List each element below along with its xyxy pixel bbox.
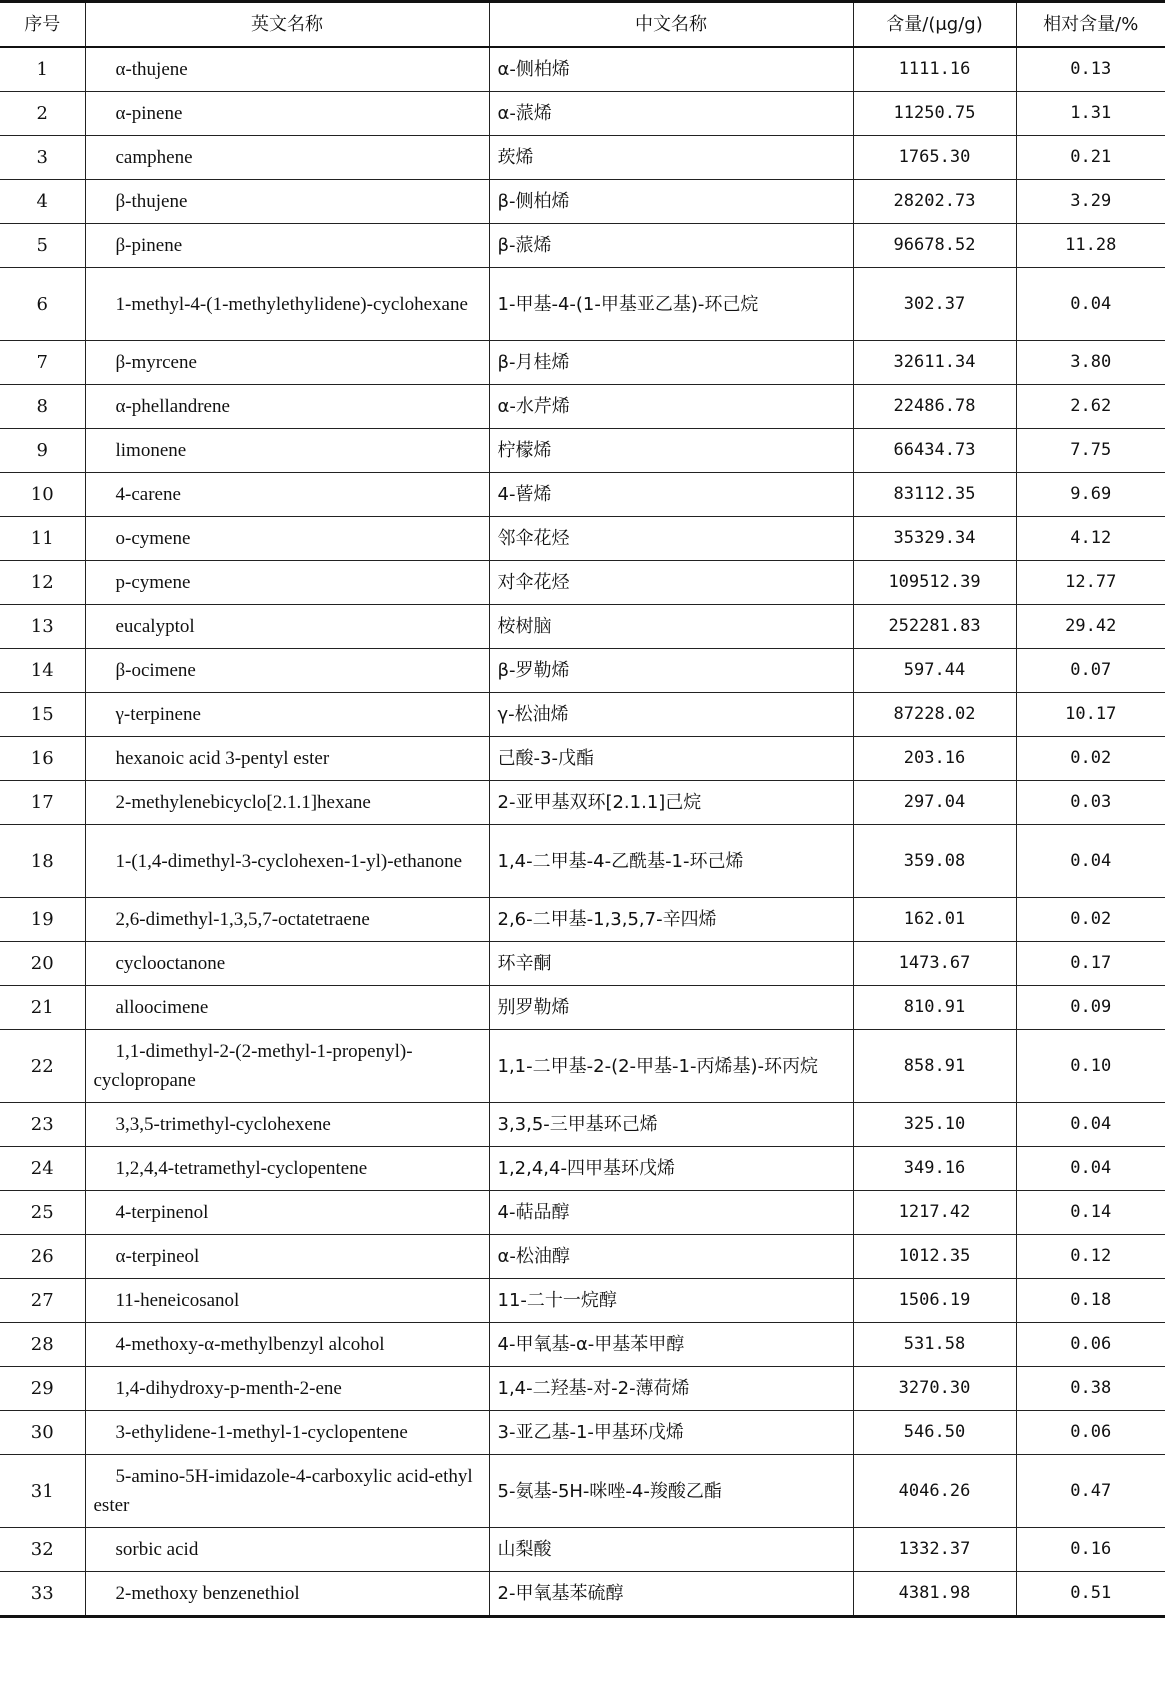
english-name-text: 1,2,4,4-tetramethyl-cyclopentene <box>115 1158 368 1179</box>
relative-content-cell: 7.75 <box>1016 429 1165 473</box>
content-cell: 96678.52 <box>853 224 1016 268</box>
english-name-text: 4-terpinenol <box>115 1202 209 1223</box>
english-name-cell <box>85 385 489 429</box>
english-name-cell <box>85 1323 489 1367</box>
serial-number-cell: 26 <box>0 1235 85 1279</box>
relative-content-cell: 0.21 <box>1016 136 1165 180</box>
serial-number-cell: 11 <box>0 517 85 561</box>
english-name-text: 11-heneicosanol <box>115 1290 240 1311</box>
english-name-text: β-thujene <box>115 191 188 212</box>
chinese-name-cell: 1,4-二羟基-对-2-薄荷烯 <box>489 1367 853 1411</box>
serial-number-cell: 5 <box>0 224 85 268</box>
chinese-name-cell: β-月桂烯 <box>489 341 853 385</box>
relative-content-cell: 0.02 <box>1016 898 1165 942</box>
relative-content-cell: 0.04 <box>1016 1147 1165 1191</box>
english-name-text: β-ocimene <box>115 660 196 681</box>
table-row <box>0 1147 1165 1191</box>
english-name-cell <box>85 1235 489 1279</box>
table-row <box>0 605 1165 649</box>
relative-content-cell: 10.17 <box>1016 693 1165 737</box>
content-cell: 32611.34 <box>853 341 1016 385</box>
chinese-name-cell: α-松油醇 <box>489 1235 853 1279</box>
english-name-text: β-pinene <box>115 235 183 256</box>
content-cell: 597.44 <box>853 649 1016 693</box>
english-name-text: 4-carene <box>115 484 181 505</box>
english-name-text: alloocimene <box>115 997 209 1018</box>
relative-content-cell: 0.14 <box>1016 1191 1165 1235</box>
serial-number-cell: 24 <box>0 1147 85 1191</box>
table-row <box>0 825 1165 898</box>
english-name-cell <box>85 1279 489 1323</box>
chinese-name-cell: 山梨酸 <box>489 1528 853 1572</box>
english-name-cell <box>85 429 489 473</box>
serial-number-cell: 2 <box>0 92 85 136</box>
content-cell: 4046.26 <box>853 1455 1016 1528</box>
serial-number-cell: 22 <box>0 1030 85 1103</box>
english-name-cell <box>85 341 489 385</box>
chinese-name-cell: 11-二十一烷醇 <box>489 1279 853 1323</box>
relative-content-cell: 0.18 <box>1016 1279 1165 1323</box>
english-name-cell <box>85 1367 489 1411</box>
relative-content-cell: 0.12 <box>1016 1235 1165 1279</box>
relative-content-cell: 0.47 <box>1016 1455 1165 1528</box>
relative-content-cell: 0.09 <box>1016 986 1165 1030</box>
relative-content-cell: 9.69 <box>1016 473 1165 517</box>
serial-number-cell: 29 <box>0 1367 85 1411</box>
content-cell: 349.16 <box>853 1147 1016 1191</box>
serial-number-cell: 21 <box>0 986 85 1030</box>
content-cell: 109512.39 <box>853 561 1016 605</box>
table-row <box>0 224 1165 268</box>
serial-number-cell: 9 <box>0 429 85 473</box>
content-cell: 1012.35 <box>853 1235 1016 1279</box>
chinese-name-cell: 对伞花烃 <box>489 561 853 605</box>
relative-content-cell: 2.62 <box>1016 385 1165 429</box>
english-name-text: hexanoic acid 3-pentyl ester <box>115 748 330 769</box>
english-name-text: 2-methylenebicyclo[2.1.1]hexane <box>115 792 371 813</box>
table-body <box>0 47 1165 1617</box>
chinese-name-cell: β-蒎烯 <box>489 224 853 268</box>
content-cell: 83112.35 <box>853 473 1016 517</box>
relative-content-cell: 0.06 <box>1016 1411 1165 1455</box>
content-cell: 22486.78 <box>853 385 1016 429</box>
english-name-text: 1-(1,4-dimethyl-3-cyclohexen-1-yl)-ethanone <box>115 850 463 872</box>
relative-content-cell: 29.42 <box>1016 605 1165 649</box>
serial-number-cell: 12 <box>0 561 85 605</box>
table-row <box>0 781 1165 825</box>
english-name-text: 3-ethylidene-1-methyl-1-cyclopentene <box>115 1422 408 1443</box>
content-cell: 203.16 <box>853 737 1016 781</box>
header-serial-number: 序号 <box>0 2 85 48</box>
english-name-cell <box>85 781 489 825</box>
chinese-name-cell: 2-甲氧基苯硫醇 <box>489 1572 853 1617</box>
content-cell: 1473.67 <box>853 942 1016 986</box>
chinese-name-cell: 莰烯 <box>489 136 853 180</box>
english-name-text: β-myrcene <box>115 352 197 373</box>
header-content: 含量/(μg/g) <box>853 2 1016 48</box>
relative-content-cell: 4.12 <box>1016 517 1165 561</box>
english-name-cell <box>85 47 489 92</box>
english-name-cell <box>85 1147 489 1191</box>
relative-content-cell: 0.38 <box>1016 1367 1165 1411</box>
content-cell: 1506.19 <box>853 1279 1016 1323</box>
serial-number-cell: 3 <box>0 136 85 180</box>
table-row <box>0 517 1165 561</box>
english-name-cell <box>85 92 489 136</box>
table-header <box>0 2 1165 48</box>
serial-number-cell: 4 <box>0 180 85 224</box>
english-name-text: α-pinene <box>115 103 183 124</box>
content-cell: 531.58 <box>853 1323 1016 1367</box>
content-cell: 1765.30 <box>853 136 1016 180</box>
table-row <box>0 1279 1165 1323</box>
relative-content-cell: 0.06 <box>1016 1323 1165 1367</box>
chinese-name-cell: 柠檬烯 <box>489 429 853 473</box>
table-row <box>0 385 1165 429</box>
english-name-cell <box>85 942 489 986</box>
english-name-cell <box>85 224 489 268</box>
serial-number-cell: 1 <box>0 47 85 92</box>
english-name-text: α-phellandrene <box>115 396 230 417</box>
english-name-text: 2-methoxy benzenethiol <box>115 1583 300 1604</box>
table-row <box>0 136 1165 180</box>
serial-number-cell: 16 <box>0 737 85 781</box>
chinese-name-cell: 1-甲基-4-(1-甲基亚乙基)-环己烷 <box>489 268 853 341</box>
content-cell: 3270.30 <box>853 1367 1016 1411</box>
english-name-text: 4-methoxy-α-methylbenzyl alcohol <box>115 1334 385 1355</box>
relative-content-cell: 0.10 <box>1016 1030 1165 1103</box>
relative-content-cell: 0.13 <box>1016 47 1165 92</box>
content-cell: 1217.42 <box>853 1191 1016 1235</box>
table-row <box>0 1455 1165 1528</box>
content-cell: 87228.02 <box>853 693 1016 737</box>
chinese-name-cell: 2-亚甲基双环[2.1.1]己烷 <box>489 781 853 825</box>
chinese-name-cell: 4-甲氧基-α-甲基苯甲醇 <box>489 1323 853 1367</box>
english-name-cell <box>85 737 489 781</box>
chinese-name-cell: 5-氨基-5H-咪唑-4-羧酸乙酯 <box>489 1455 853 1528</box>
table-row <box>0 47 1165 92</box>
english-name-cell <box>85 517 489 561</box>
table-row <box>0 1572 1165 1617</box>
chinese-name-cell: 2,6-二甲基-1,3,5,7-辛四烯 <box>489 898 853 942</box>
header-relative-content: 相对含量/% <box>1016 2 1165 48</box>
english-name-text: camphene <box>115 147 193 168</box>
serial-number-cell: 17 <box>0 781 85 825</box>
serial-number-cell: 13 <box>0 605 85 649</box>
chinese-name-cell: 己酸-3-戊酯 <box>489 737 853 781</box>
table-row <box>0 737 1165 781</box>
english-name-cell <box>85 649 489 693</box>
chinese-name-cell: 4-蒈烯 <box>489 473 853 517</box>
serial-number-cell: 28 <box>0 1323 85 1367</box>
table-row <box>0 561 1165 605</box>
english-name-text: cyclooctanone <box>115 953 226 974</box>
english-name-cell <box>85 561 489 605</box>
chinese-name-cell: 别罗勒烯 <box>489 986 853 1030</box>
relative-content-cell: 3.80 <box>1016 341 1165 385</box>
content-cell: 810.91 <box>853 986 1016 1030</box>
chinese-name-cell: 桉树脑 <box>489 605 853 649</box>
english-name-cell <box>85 136 489 180</box>
chinese-name-cell: β-侧柏烯 <box>489 180 853 224</box>
serial-number-cell: 23 <box>0 1103 85 1147</box>
content-cell: 66434.73 <box>853 429 1016 473</box>
table-row <box>0 693 1165 737</box>
header-row <box>0 2 1165 48</box>
content-cell: 28202.73 <box>853 180 1016 224</box>
relative-content-cell: 0.51 <box>1016 1572 1165 1617</box>
relative-content-cell: 0.16 <box>1016 1528 1165 1572</box>
english-name-text: 5-amino-5H-imidazole-4-carboxylic acid-ethyl ester <box>93 1466 473 1516</box>
english-name-text: γ-terpinene <box>115 704 201 725</box>
relative-content-cell: 11.28 <box>1016 224 1165 268</box>
serial-number-cell: 14 <box>0 649 85 693</box>
english-name-cell <box>85 1191 489 1235</box>
english-name-text: sorbic acid <box>115 1539 199 1560</box>
serial-number-cell: 33 <box>0 1572 85 1617</box>
english-name-text: 1-methyl-4-(1-methylethylidene)-cyclohexane <box>115 293 468 315</box>
relative-content-cell: 0.04 <box>1016 825 1165 898</box>
table-row <box>0 1367 1165 1411</box>
relative-content-cell: 0.02 <box>1016 737 1165 781</box>
english-name-cell <box>85 1030 489 1103</box>
content-cell: 162.01 <box>853 898 1016 942</box>
serial-number-cell: 15 <box>0 693 85 737</box>
table-row <box>0 1191 1165 1235</box>
english-name-text: 3,3,5-trimethyl-cyclohexene <box>115 1114 331 1135</box>
serial-number-cell: 30 <box>0 1411 85 1455</box>
english-name-text: 1,1-dimethyl-2-(2-methyl-1-propenyl)-cyclopropane <box>93 1041 413 1091</box>
chinese-name-cell: β-罗勒烯 <box>489 649 853 693</box>
english-name-cell <box>85 986 489 1030</box>
content-cell: 11250.75 <box>853 92 1016 136</box>
english-name-text: α-terpineol <box>115 1246 200 1267</box>
table-row <box>0 473 1165 517</box>
english-name-text: 2,6-dimethyl-1,3,5,7-octatetraene <box>115 909 370 930</box>
relative-content-cell: 1.31 <box>1016 92 1165 136</box>
serial-number-cell: 10 <box>0 473 85 517</box>
chinese-name-cell: 邻伞花烃 <box>489 517 853 561</box>
table-row <box>0 942 1165 986</box>
serial-number-cell: 25 <box>0 1191 85 1235</box>
content-cell: 359.08 <box>853 825 1016 898</box>
english-name-text: limonene <box>115 440 187 461</box>
english-name-text: 1,4-dihydroxy-p-menth-2-ene <box>115 1378 342 1399</box>
chinese-name-cell: 3,3,5-三甲基环己烯 <box>489 1103 853 1147</box>
english-name-cell <box>85 1572 489 1617</box>
table-row <box>0 1030 1165 1103</box>
chinese-name-cell: 1,1-二甲基-2-(2-甲基-1-丙烯基)-环丙烷 <box>489 1030 853 1103</box>
table-row <box>0 429 1165 473</box>
chinese-name-cell: 3-亚乙基-1-甲基环戊烯 <box>489 1411 853 1455</box>
english-name-text: o-cymene <box>115 528 191 549</box>
chinese-name-cell: 1,4-二甲基-4-乙酰基-1-环己烯 <box>489 825 853 898</box>
content-cell: 325.10 <box>853 1103 1016 1147</box>
english-name-text: eucalyptol <box>115 616 195 637</box>
relative-content-cell: 0.17 <box>1016 942 1165 986</box>
relative-content-cell: 0.07 <box>1016 649 1165 693</box>
serial-number-cell: 32 <box>0 1528 85 1572</box>
table-row <box>0 649 1165 693</box>
english-name-cell <box>85 693 489 737</box>
header-chinese-name: 中文名称 <box>489 2 853 48</box>
english-name-cell <box>85 180 489 224</box>
content-cell: 252281.83 <box>853 605 1016 649</box>
english-name-cell <box>85 1455 489 1528</box>
table-row <box>0 1235 1165 1279</box>
content-cell: 1111.16 <box>853 47 1016 92</box>
chinese-name-cell: α-侧柏烯 <box>489 47 853 92</box>
table-row <box>0 268 1165 341</box>
content-cell: 1332.37 <box>853 1528 1016 1572</box>
english-name-text: p-cymene <box>115 572 191 593</box>
chinese-name-cell: γ-松油烯 <box>489 693 853 737</box>
english-name-cell <box>85 605 489 649</box>
chinese-name-cell: 环辛酮 <box>489 942 853 986</box>
chinese-name-cell: α-水芹烯 <box>489 385 853 429</box>
english-name-cell <box>85 825 489 898</box>
table-row <box>0 92 1165 136</box>
serial-number-cell: 6 <box>0 268 85 341</box>
english-name-cell <box>85 473 489 517</box>
chinese-name-cell: 4-萜品醇 <box>489 1191 853 1235</box>
content-cell: 297.04 <box>853 781 1016 825</box>
relative-content-cell: 0.04 <box>1016 268 1165 341</box>
table-row <box>0 1411 1165 1455</box>
relative-content-cell: 12.77 <box>1016 561 1165 605</box>
content-cell: 4381.98 <box>853 1572 1016 1617</box>
chinese-name-cell: α-蒎烯 <box>489 92 853 136</box>
header-english-name: 英文名称 <box>85 2 489 48</box>
chinese-name-cell: 1,2,4,4-四甲基环戊烯 <box>489 1147 853 1191</box>
english-name-text: α-thujene <box>115 59 188 80</box>
relative-content-cell: 3.29 <box>1016 180 1165 224</box>
serial-number-cell: 20 <box>0 942 85 986</box>
serial-number-cell: 27 <box>0 1279 85 1323</box>
relative-content-cell: 0.03 <box>1016 781 1165 825</box>
table-row <box>0 986 1165 1030</box>
relative-content-cell: 0.04 <box>1016 1103 1165 1147</box>
serial-number-cell: 19 <box>0 898 85 942</box>
serial-number-cell: 8 <box>0 385 85 429</box>
english-name-cell <box>85 1411 489 1455</box>
content-cell: 858.91 <box>853 1030 1016 1103</box>
table-row <box>0 180 1165 224</box>
content-cell: 302.37 <box>853 268 1016 341</box>
table-row <box>0 341 1165 385</box>
table-row <box>0 1528 1165 1572</box>
english-name-cell <box>85 1528 489 1572</box>
table-row <box>0 1323 1165 1367</box>
serial-number-cell: 31 <box>0 1455 85 1528</box>
table-row <box>0 898 1165 942</box>
table-row <box>0 1103 1165 1147</box>
english-name-cell <box>85 268 489 341</box>
english-name-cell <box>85 1103 489 1147</box>
serial-number-cell: 18 <box>0 825 85 898</box>
serial-number-cell: 7 <box>0 341 85 385</box>
english-name-cell <box>85 898 489 942</box>
content-cell: 546.50 <box>853 1411 1016 1455</box>
content-cell: 35329.34 <box>853 517 1016 561</box>
